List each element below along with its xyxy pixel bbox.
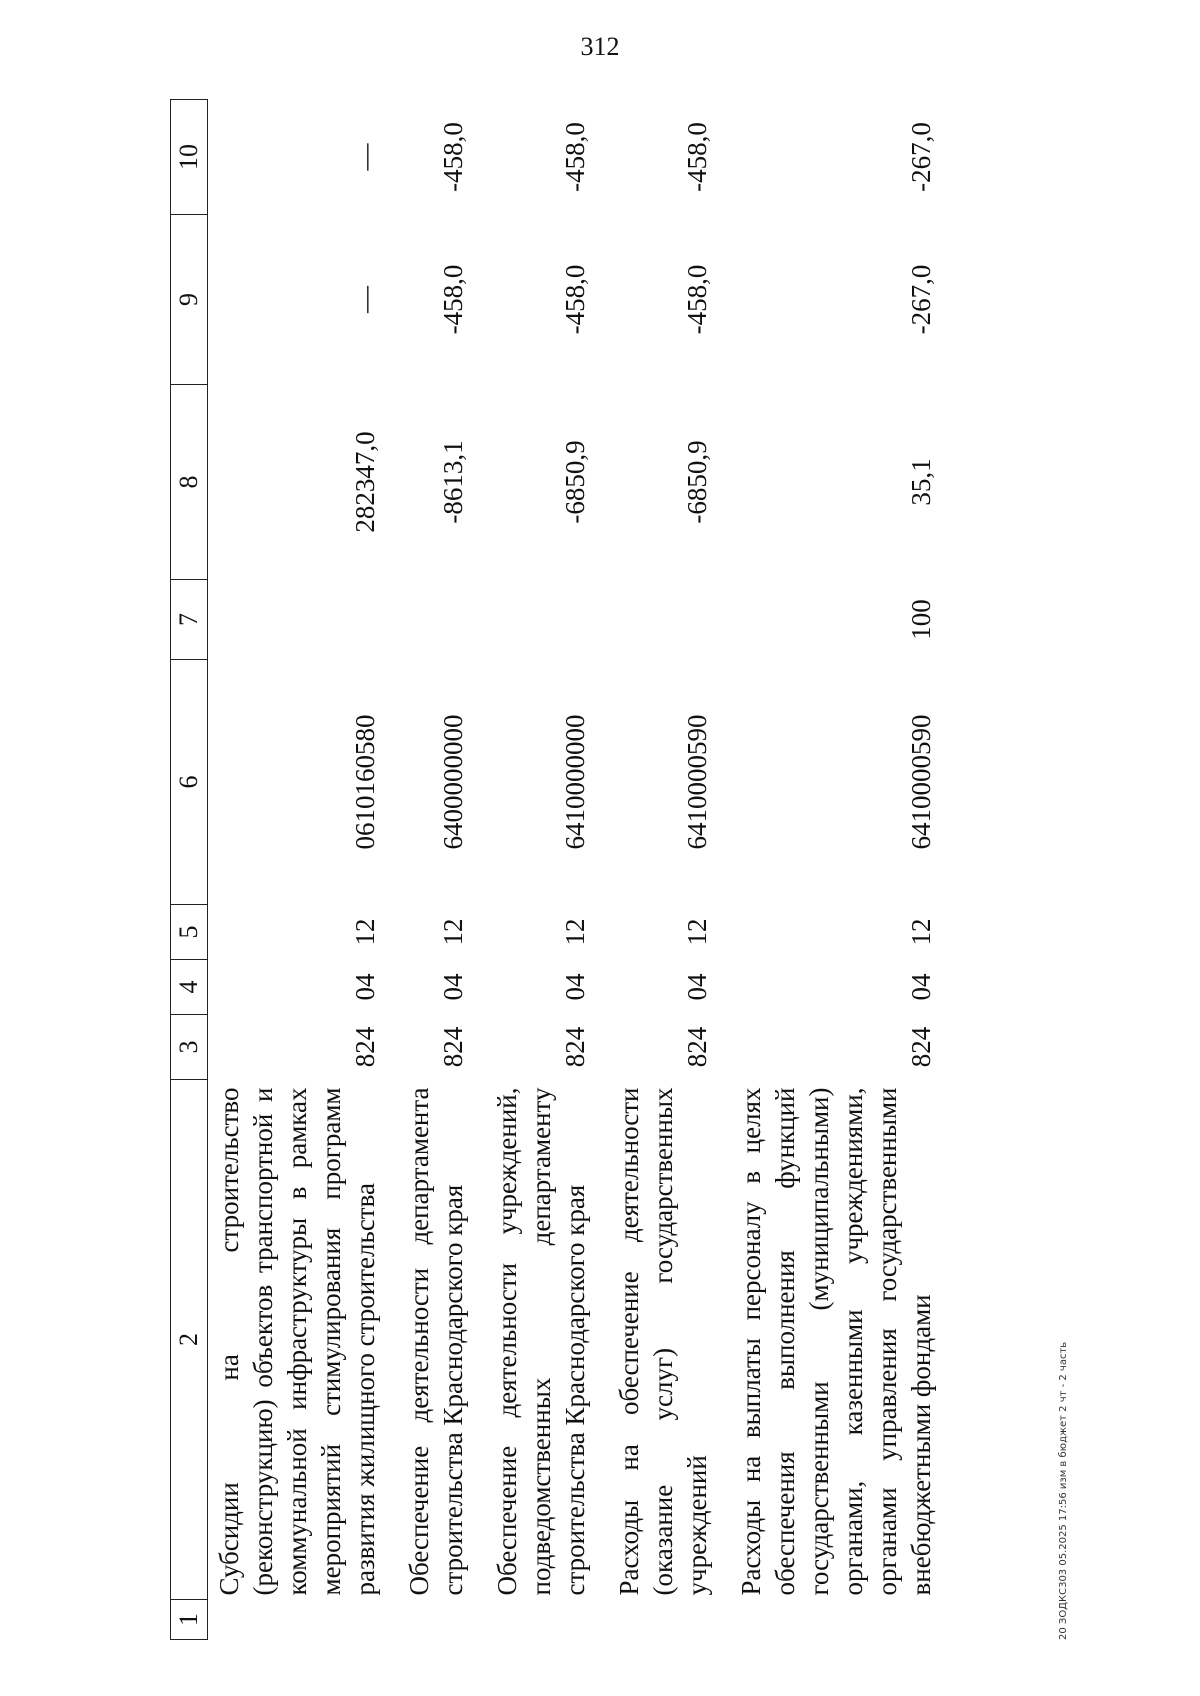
amount-year2-cell: -267,0 bbox=[906, 264, 937, 335]
rotated-table-wrapper bbox=[170, 100, 1050, 1640]
amount-year2-cell: -458,0 bbox=[682, 264, 713, 335]
amount-year3-cell: — bbox=[350, 143, 381, 171]
amount-year2-cell: -458,0 bbox=[438, 264, 469, 335]
column-header: 4 bbox=[171, 960, 208, 1015]
column-header: 8 bbox=[171, 385, 208, 580]
column-header: 6 bbox=[171, 660, 208, 905]
column-header: 3 bbox=[171, 1015, 208, 1080]
column-header: 5 bbox=[171, 905, 208, 960]
target-article-cell: 6410000590 bbox=[682, 714, 713, 850]
document-footer-tag: 20 ЗОДКС303 05.2025 17:56 изм в бюджет 2 чт - 2 часть bbox=[1058, 1341, 1069, 1640]
amount-year1-cell: -6850,9 bbox=[682, 440, 713, 524]
amount-year3-cell: -458,0 bbox=[438, 122, 469, 192]
amount-year3-cell: -458,0 bbox=[560, 122, 591, 192]
ministry-code-cell: 824 bbox=[560, 1026, 591, 1068]
target-article-cell: 6410000590 bbox=[906, 714, 937, 850]
subsection-cell: 12 bbox=[560, 918, 591, 946]
row-number-cell bbox=[592, 1600, 714, 1640]
section-cell: 04 bbox=[560, 973, 591, 1001]
subsection-cell: 12 bbox=[682, 918, 713, 946]
row-name-cell: Расходы на выплаты персоналу в целях обеспечения выполнения функций государственными (муниципальными) органами, казенными учреждениями, органами управления государственными внебюджетными фондами bbox=[736, 1087, 937, 1596]
table-row bbox=[714, 100, 938, 1640]
budget-table bbox=[170, 99, 938, 1640]
row-number-cell bbox=[470, 1600, 592, 1640]
subsection-cell: 12 bbox=[906, 918, 937, 946]
column-header: 7 bbox=[171, 580, 208, 660]
amount-year1-cell: -6850,9 bbox=[560, 440, 591, 524]
amount-year3-cell: -267,0 bbox=[906, 122, 937, 192]
subsection-cell: 12 bbox=[350, 918, 381, 946]
column-header: 9 bbox=[171, 215, 208, 385]
page-number: 312 bbox=[580, 32, 620, 61]
amount-year2-cell: -458,0 bbox=[560, 264, 591, 335]
amount-year3-cell: -458,0 bbox=[682, 122, 713, 192]
row-name-cell: Расходы на обеспечение деятельности (оказание услуг) государственных учреждений bbox=[614, 1087, 713, 1596]
amount-year1-cell: 35,1 bbox=[906, 458, 937, 506]
subsection-cell: 12 bbox=[438, 918, 469, 946]
amount-year1-cell: -8613,1 bbox=[438, 440, 469, 524]
expense-type-cell: 100 bbox=[906, 599, 937, 640]
ministry-code-cell: 824 bbox=[906, 1026, 937, 1068]
target-article-cell: 0610160580 bbox=[350, 714, 381, 850]
section-cell: 04 bbox=[438, 973, 469, 1001]
column-header: 1 bbox=[171, 1600, 208, 1640]
column-header: 10 bbox=[171, 100, 208, 215]
ministry-code-cell: 824 bbox=[438, 1026, 469, 1068]
ministry-code-cell: 824 bbox=[682, 1026, 713, 1068]
ministry-code-cell: 824 bbox=[350, 1026, 381, 1068]
table-row bbox=[382, 100, 470, 1640]
expense-type-cell bbox=[382, 580, 470, 660]
target-article-cell: 6400000000 bbox=[438, 714, 469, 850]
table-header-row bbox=[171, 100, 208, 1640]
row-number-cell bbox=[382, 1600, 470, 1640]
expense-type-cell bbox=[208, 580, 383, 660]
row-name-cell: Обеспечение деятельности учреждений, подведомственных департаменту строительства Краснодарского края bbox=[492, 1087, 591, 1596]
table-row bbox=[208, 100, 383, 1640]
target-article-cell: 6410000000 bbox=[560, 714, 591, 850]
table-row bbox=[470, 100, 592, 1640]
table-row bbox=[592, 100, 714, 1640]
amount-year1-cell: 282347,0 bbox=[350, 431, 381, 533]
expense-type-cell bbox=[592, 580, 714, 660]
section-cell: 04 bbox=[350, 973, 381, 1001]
row-name-cell: Обеспечение деятельности департамента строительства Краснодарского края bbox=[404, 1087, 469, 1596]
amount-year2-cell: — bbox=[350, 286, 381, 313]
row-name-cell: Субсидии на строительство (реконструкцию) объектов транспортной и коммунальной инфраструктуры в рамках мероприятий стимулирования программ развития жилищного строительства bbox=[214, 1087, 381, 1596]
row-number-cell bbox=[714, 1600, 938, 1640]
section-cell: 04 bbox=[682, 973, 713, 1001]
column-header: 2 bbox=[171, 1080, 208, 1600]
row-number-cell bbox=[208, 1600, 383, 1640]
expense-type-cell bbox=[470, 580, 592, 660]
section-cell: 04 bbox=[906, 973, 937, 1001]
